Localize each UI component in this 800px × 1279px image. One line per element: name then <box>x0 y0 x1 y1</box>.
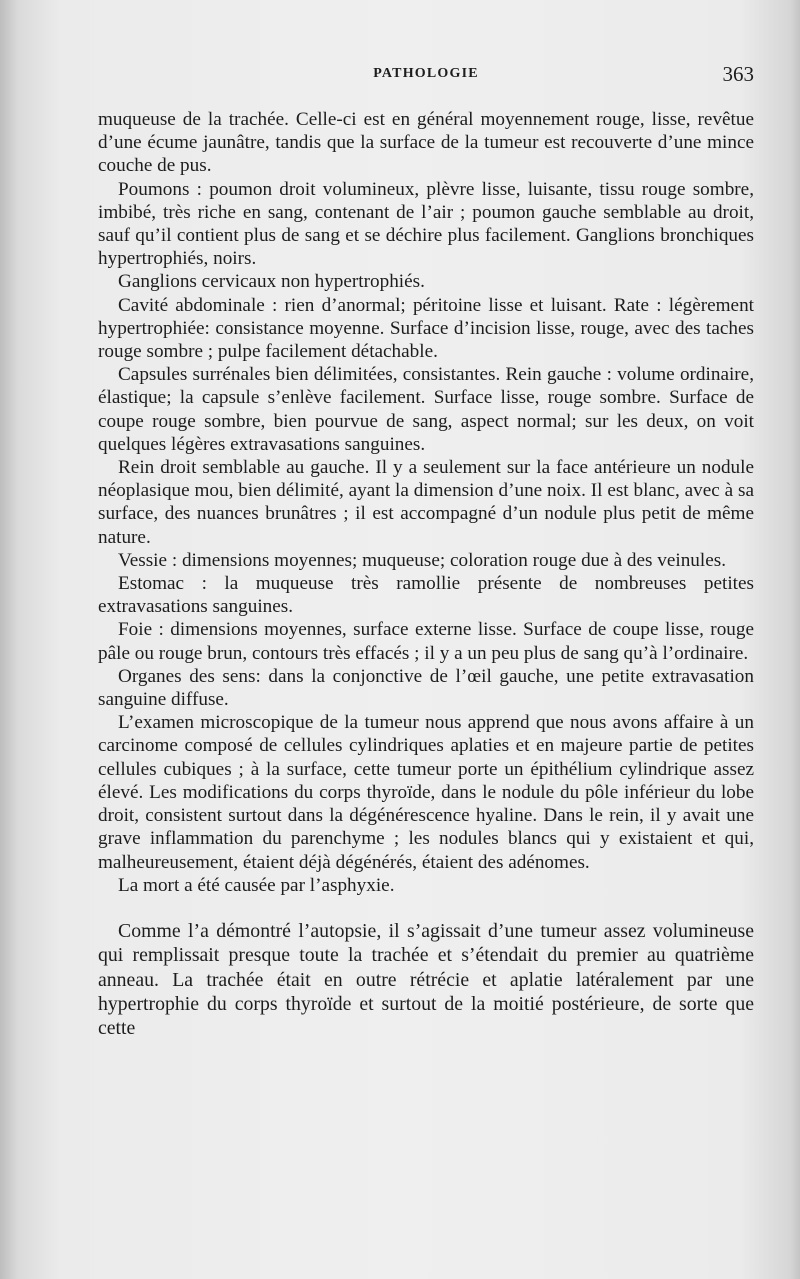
paragraph-sense-organs: Organes des sens: dans la conjonctive de l’œil gauche, une petite extravasation sanguine diffuse. <box>98 665 754 711</box>
paragraph-autopsy-conclusion: Comme l’a démontré l’autopsie, il s’agissait d’une tumeur assez volumineuse qui remplissait presque toute la trachée et s’étendait du premier au quatrième anneau. La trachée était en outre rétrécie et aplatie latéralement par une hypertrophie du corps thyroïde et surtout de la moitié postérieure, de sorte que cette <box>98 919 754 1040</box>
paragraph-cervical-ganglia: Ganglions cervicaux non hypertrophiés. <box>118 271 425 293</box>
paragraph-trachea-continuation: muqueuse de la trachée. Celle-ci est en général moyennement rouge, lisse, revêtue d’une écume jaunâtre, tandis que la surface de la tumeur est recouverte d’une mince couche de pus. <box>98 109 754 177</box>
paragraph-adrenal-kidney-left: Capsules surrénales bien délimitées, consistantes. Rein gauche : volume ordinaire, élastique; la capsule s’enlève facilement. Surface lisse, rouge sombre. Surface de coupe rouge sombre, bien pourvue de sang, aspect normal; sur les deux, on voit quelques légères extravasations sanguines. <box>98 364 754 455</box>
paragraph-lungs: Poumons : poumon droit volumineux, plèvre lisse, luisante, tissu rouge sombre, imbibé, très riche en sang, contenant de l’air ; poumon gauche semblable au droit, sauf qu’il contient plus de sang et se déchire plus facilement. Ganglions bronchiques hypertrophiés, noirs. <box>98 178 754 270</box>
running-title: PATHOLOGIE <box>373 66 479 81</box>
paragraph-bladder: Vessie : dimensions moyennes; muqueuse; coloration rouge due à des veinules. <box>118 549 727 571</box>
paragraph-abdominal-cavity: Cavité abdominale : rien d’anormal; péritoine lisse et luisant. Rate : légèrement hypertrophiée: consistance moyenne. Surface d’incision lisse, rouge, avec des taches rouge sombre ; pulpe facilement détachable. <box>98 294 754 363</box>
paragraph-liver: Foie : dimensions moyennes, surface externe lisse. Surface de coupe lisse, rouge pâle ou rouge brun, contours très effacés ; il y a un peu plus de sang qu’à l’ordinaire. <box>98 619 754 664</box>
paragraph-microscopy: L’examen microscopique de la tumeur nous apprend que nous avons affaire à un carcinome composé de cellules cylindriques aplaties et en majeure partie de petites cellules cubiques ; à la surface, cette tumeur porte un épithélium cylindrique assez élevé. Les modifications du corps thyroïde, dans le nodule du pôle inférieur du lobe droit, consistent surtout dans la dégénérescence hyaline. Dans le rein, il y avait une grave inflammation du parenchyme ; les nodules blancs qui y existaient et qui, malheureusement, étaient déjà dégénérés, étaient des adénomes. <box>98 712 754 873</box>
paragraph-stomach: Estomac : la muqueuse très ramollie présente de nombreuses petites extravasations sanguines. <box>98 573 754 618</box>
paragraph-kidney-right: Rein droit semblable au gauche. Il y a seulement sur la face antérieure un nodule néoplasique mou, bien délimité, ayant la dimension d’une noix. Il est blanc, avec à sa surface, des nuances brunâtres ; il est accompagné d’un nodule plus petit de même nature. <box>98 457 754 548</box>
page-header <box>98 64 754 90</box>
page-number: 363 <box>722 62 754 86</box>
paragraph-cause-of-death: La mort a été causée par l’asphyxie. <box>118 874 395 896</box>
page-body <box>98 108 754 1040</box>
